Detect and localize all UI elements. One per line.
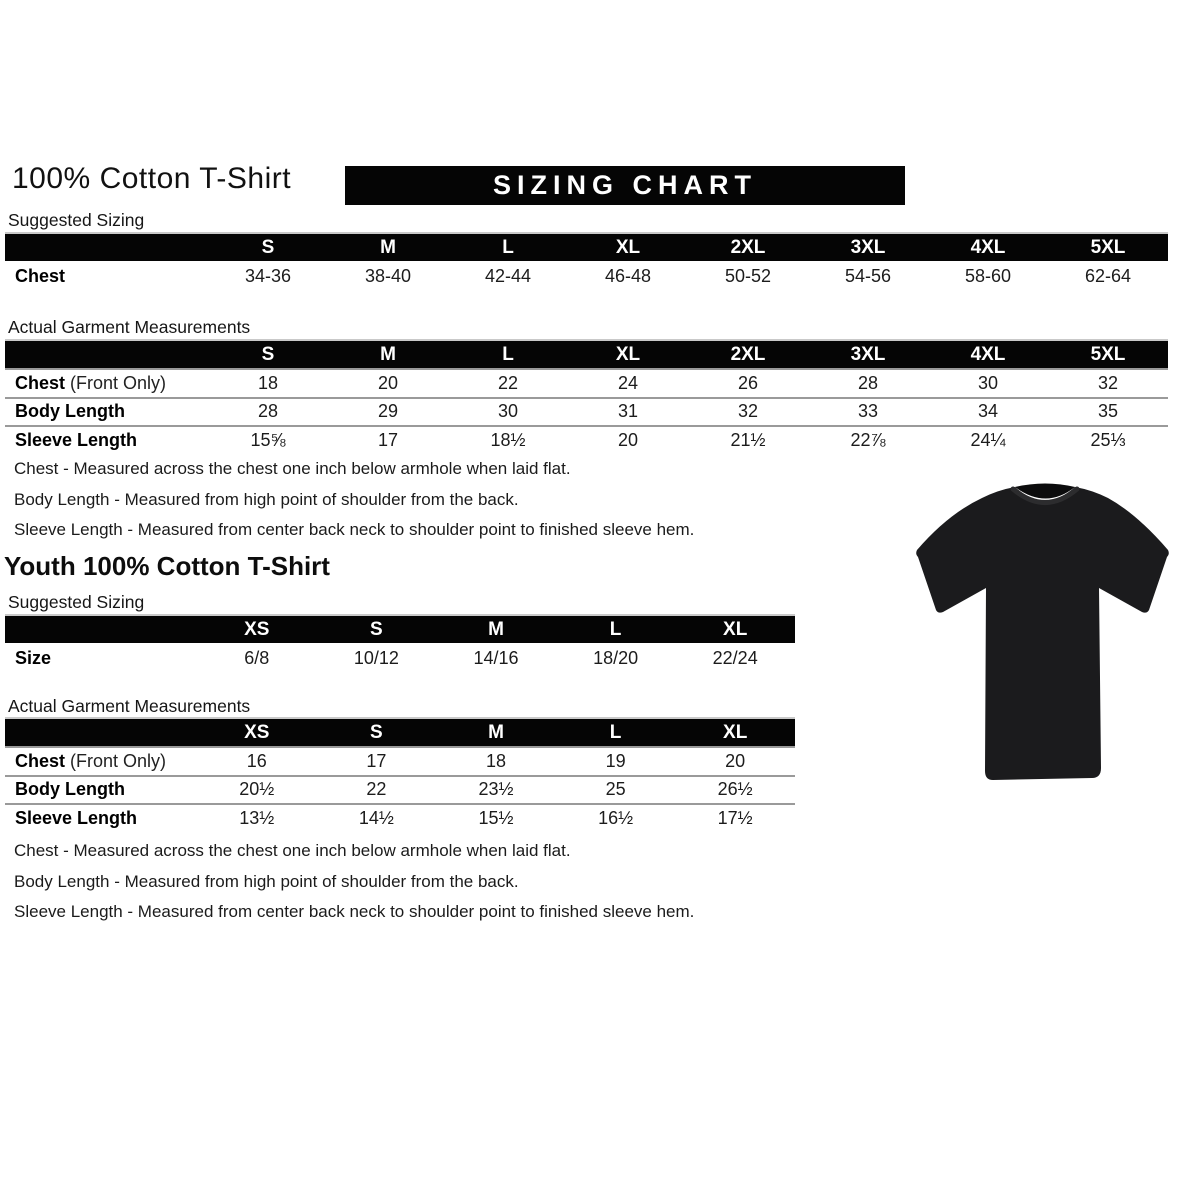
measurement-cell: 25⅓	[1090, 429, 1126, 450]
youth-actual-measurements-label: Actual Garment Measurements	[8, 696, 251, 716]
table-row	[5, 397, 1168, 426]
measurement-cell: 30	[977, 372, 999, 393]
measurement-cell: 17	[366, 750, 387, 771]
note-chest: Chest - Measured across the chest one inch below armhole when laid flat.	[14, 459, 571, 478]
black-tshirt-photo	[885, 470, 1200, 815]
table-header-row	[5, 234, 1168, 261]
measurement-cell: 10/12	[353, 648, 399, 668]
size-column-header: M	[488, 722, 504, 743]
measurement-cell: 16	[246, 750, 267, 771]
size-column-header: XS	[244, 722, 270, 743]
measurement-cell: 22	[366, 779, 387, 800]
measurement-cell: 46-48	[604, 266, 652, 286]
measurement-cell: 20½	[239, 779, 275, 800]
size-column-header: L	[502, 344, 514, 365]
tshirt-illustration	[885, 470, 1200, 815]
size-column-header: XL	[615, 344, 641, 365]
size-column-header: M	[380, 344, 396, 365]
measurement-cell: 18	[257, 372, 279, 393]
table-row	[5, 775, 795, 804]
measurement-cell: 32	[737, 401, 759, 422]
youth-suggested-sizing-table	[5, 614, 795, 674]
size-column-header: L	[609, 722, 622, 743]
table-row	[5, 261, 1168, 292]
measurement-cell: 28	[257, 401, 279, 422]
measurement-cell: 16½	[598, 807, 634, 828]
measurement-cell: 18	[485, 750, 506, 771]
measurement-cell: 17½	[717, 807, 753, 828]
table-header-row	[5, 341, 1168, 368]
table-row	[5, 368, 1168, 397]
size-column-header: 2XL	[730, 344, 766, 365]
measurement-cell: 38-40	[364, 266, 412, 286]
measurement-cell: 14/16	[473, 648, 519, 668]
measurement-cell: 32	[1097, 372, 1119, 393]
tshirt-body	[916, 487, 1169, 780]
row-label: Chest (Front Only)	[15, 372, 167, 393]
note-chest: Chest - Measured across the chest one inch below armhole when laid flat.	[14, 841, 571, 860]
size-column-header: 2XL	[730, 237, 766, 258]
table-row	[5, 643, 795, 674]
measurement-cell: 62-64	[1084, 266, 1132, 286]
sizing-chart-banner-label: SIZING CHART	[493, 170, 757, 200]
table-row	[5, 803, 795, 832]
measurement-cell: 34	[977, 401, 999, 422]
measurement-cell: 26½	[717, 779, 753, 800]
row-label: Size	[15, 648, 52, 668]
size-column-header: 4XL	[970, 344, 1006, 365]
measurement-cell: 35	[1097, 401, 1119, 422]
measurement-cell: 30	[497, 401, 519, 422]
youth-measurement-notes	[14, 841, 694, 933]
measurement-cell: 20	[377, 372, 399, 393]
measurement-cell: 20	[725, 750, 746, 771]
measurement-cell: 19	[605, 750, 626, 771]
table-row	[5, 746, 795, 775]
row-label: Sleeve Length	[15, 429, 138, 450]
note-body-length: Body Length - Measured from high point of shoulder from the back.	[14, 489, 519, 509]
table-row	[5, 425, 1168, 454]
size-column-header: M	[380, 237, 396, 258]
measurement-cell: 25	[605, 779, 626, 800]
measurement-cell: 28	[857, 372, 879, 393]
size-column-header: XL	[615, 237, 641, 258]
measurement-cell: 20	[617, 429, 639, 450]
note-sleeve-length: Sleeve Length - Measured from center back neck to shoulder point to finished sleeve hem.	[14, 902, 695, 921]
row-label: Chest (Front Only)	[15, 750, 167, 771]
row-label: Sleeve Length	[15, 807, 138, 828]
youth-section-title: Youth 100% Cotton T-Shirt	[4, 551, 330, 581]
size-column-header: S	[261, 344, 275, 365]
adult-actual-measurements-table	[5, 339, 1168, 454]
measurement-cell: 15⅝	[250, 429, 286, 450]
measurement-cell: 58-60	[964, 266, 1012, 286]
table-header-row	[5, 616, 795, 643]
measurement-cell: 24	[617, 372, 639, 393]
size-column-header: 5XL	[1090, 237, 1126, 258]
size-column-header: 3XL	[850, 237, 886, 258]
measurement-cell: 23½	[478, 779, 514, 800]
measurement-cell: 22/24	[712, 648, 758, 668]
size-column-header: XS	[244, 619, 270, 640]
youth-actual-measurements-table	[5, 717, 795, 832]
row-label: Body Length	[15, 779, 125, 800]
size-column-header: S	[370, 722, 383, 743]
row-label: Body Length	[15, 401, 125, 422]
adult-section-title: 100% Cotton T-Shirt	[12, 162, 292, 195]
row-label: Chest	[15, 266, 66, 286]
measurement-cell: 33	[857, 401, 879, 422]
size-column-header: S	[370, 619, 383, 640]
adult-measurement-notes	[14, 459, 694, 551]
measurement-cell: 29	[377, 401, 399, 422]
measurement-cell: 18/20	[593, 648, 639, 668]
youth-suggested-sizing-label: Suggested Sizing	[8, 592, 145, 612]
size-column-header: L	[609, 619, 622, 640]
measurement-cell: 18½	[490, 429, 526, 450]
table-header-row	[5, 719, 795, 746]
measurement-cell: 22⅞	[850, 429, 886, 450]
measurement-cell: 14½	[358, 807, 394, 828]
note-body-length: Body Length - Measured from high point of shoulder from the back.	[14, 871, 519, 891]
measurement-cell: 15½	[478, 807, 514, 828]
sizing-chart-banner	[345, 166, 905, 205]
measurement-cell: 13½	[239, 807, 275, 828]
measurement-cell: 50-52	[724, 266, 772, 286]
measurement-cell: 17	[377, 429, 399, 450]
measurement-cell: 42-44	[484, 266, 532, 286]
size-column-header: XL	[723, 722, 748, 743]
size-column-header: S	[261, 237, 275, 258]
note-sleeve-length: Sleeve Length - Measured from center back neck to shoulder point to finished sleeve hem.	[14, 520, 695, 539]
measurement-cell: 26	[737, 372, 759, 393]
measurement-cell: 6/8	[244, 648, 270, 668]
measurement-cell: 34-36	[244, 266, 292, 286]
size-column-header: M	[488, 619, 504, 640]
adult-suggested-sizing-label: Suggested Sizing	[8, 210, 145, 230]
size-column-header: 3XL	[850, 344, 886, 365]
measurement-cell: 24¼	[970, 429, 1006, 450]
measurement-cell: 31	[617, 401, 639, 422]
measurement-cell: 54-56	[844, 266, 892, 286]
adult-actual-measurements-label: Actual Garment Measurements	[8, 317, 251, 337]
size-column-header: L	[502, 237, 514, 258]
measurement-cell: 22	[497, 372, 519, 393]
size-column-header: 4XL	[970, 237, 1006, 258]
size-column-header: XL	[723, 619, 748, 640]
adult-suggested-sizing-table	[5, 232, 1168, 292]
measurement-cell: 21½	[730, 429, 766, 450]
size-column-header: 5XL	[1090, 344, 1126, 365]
